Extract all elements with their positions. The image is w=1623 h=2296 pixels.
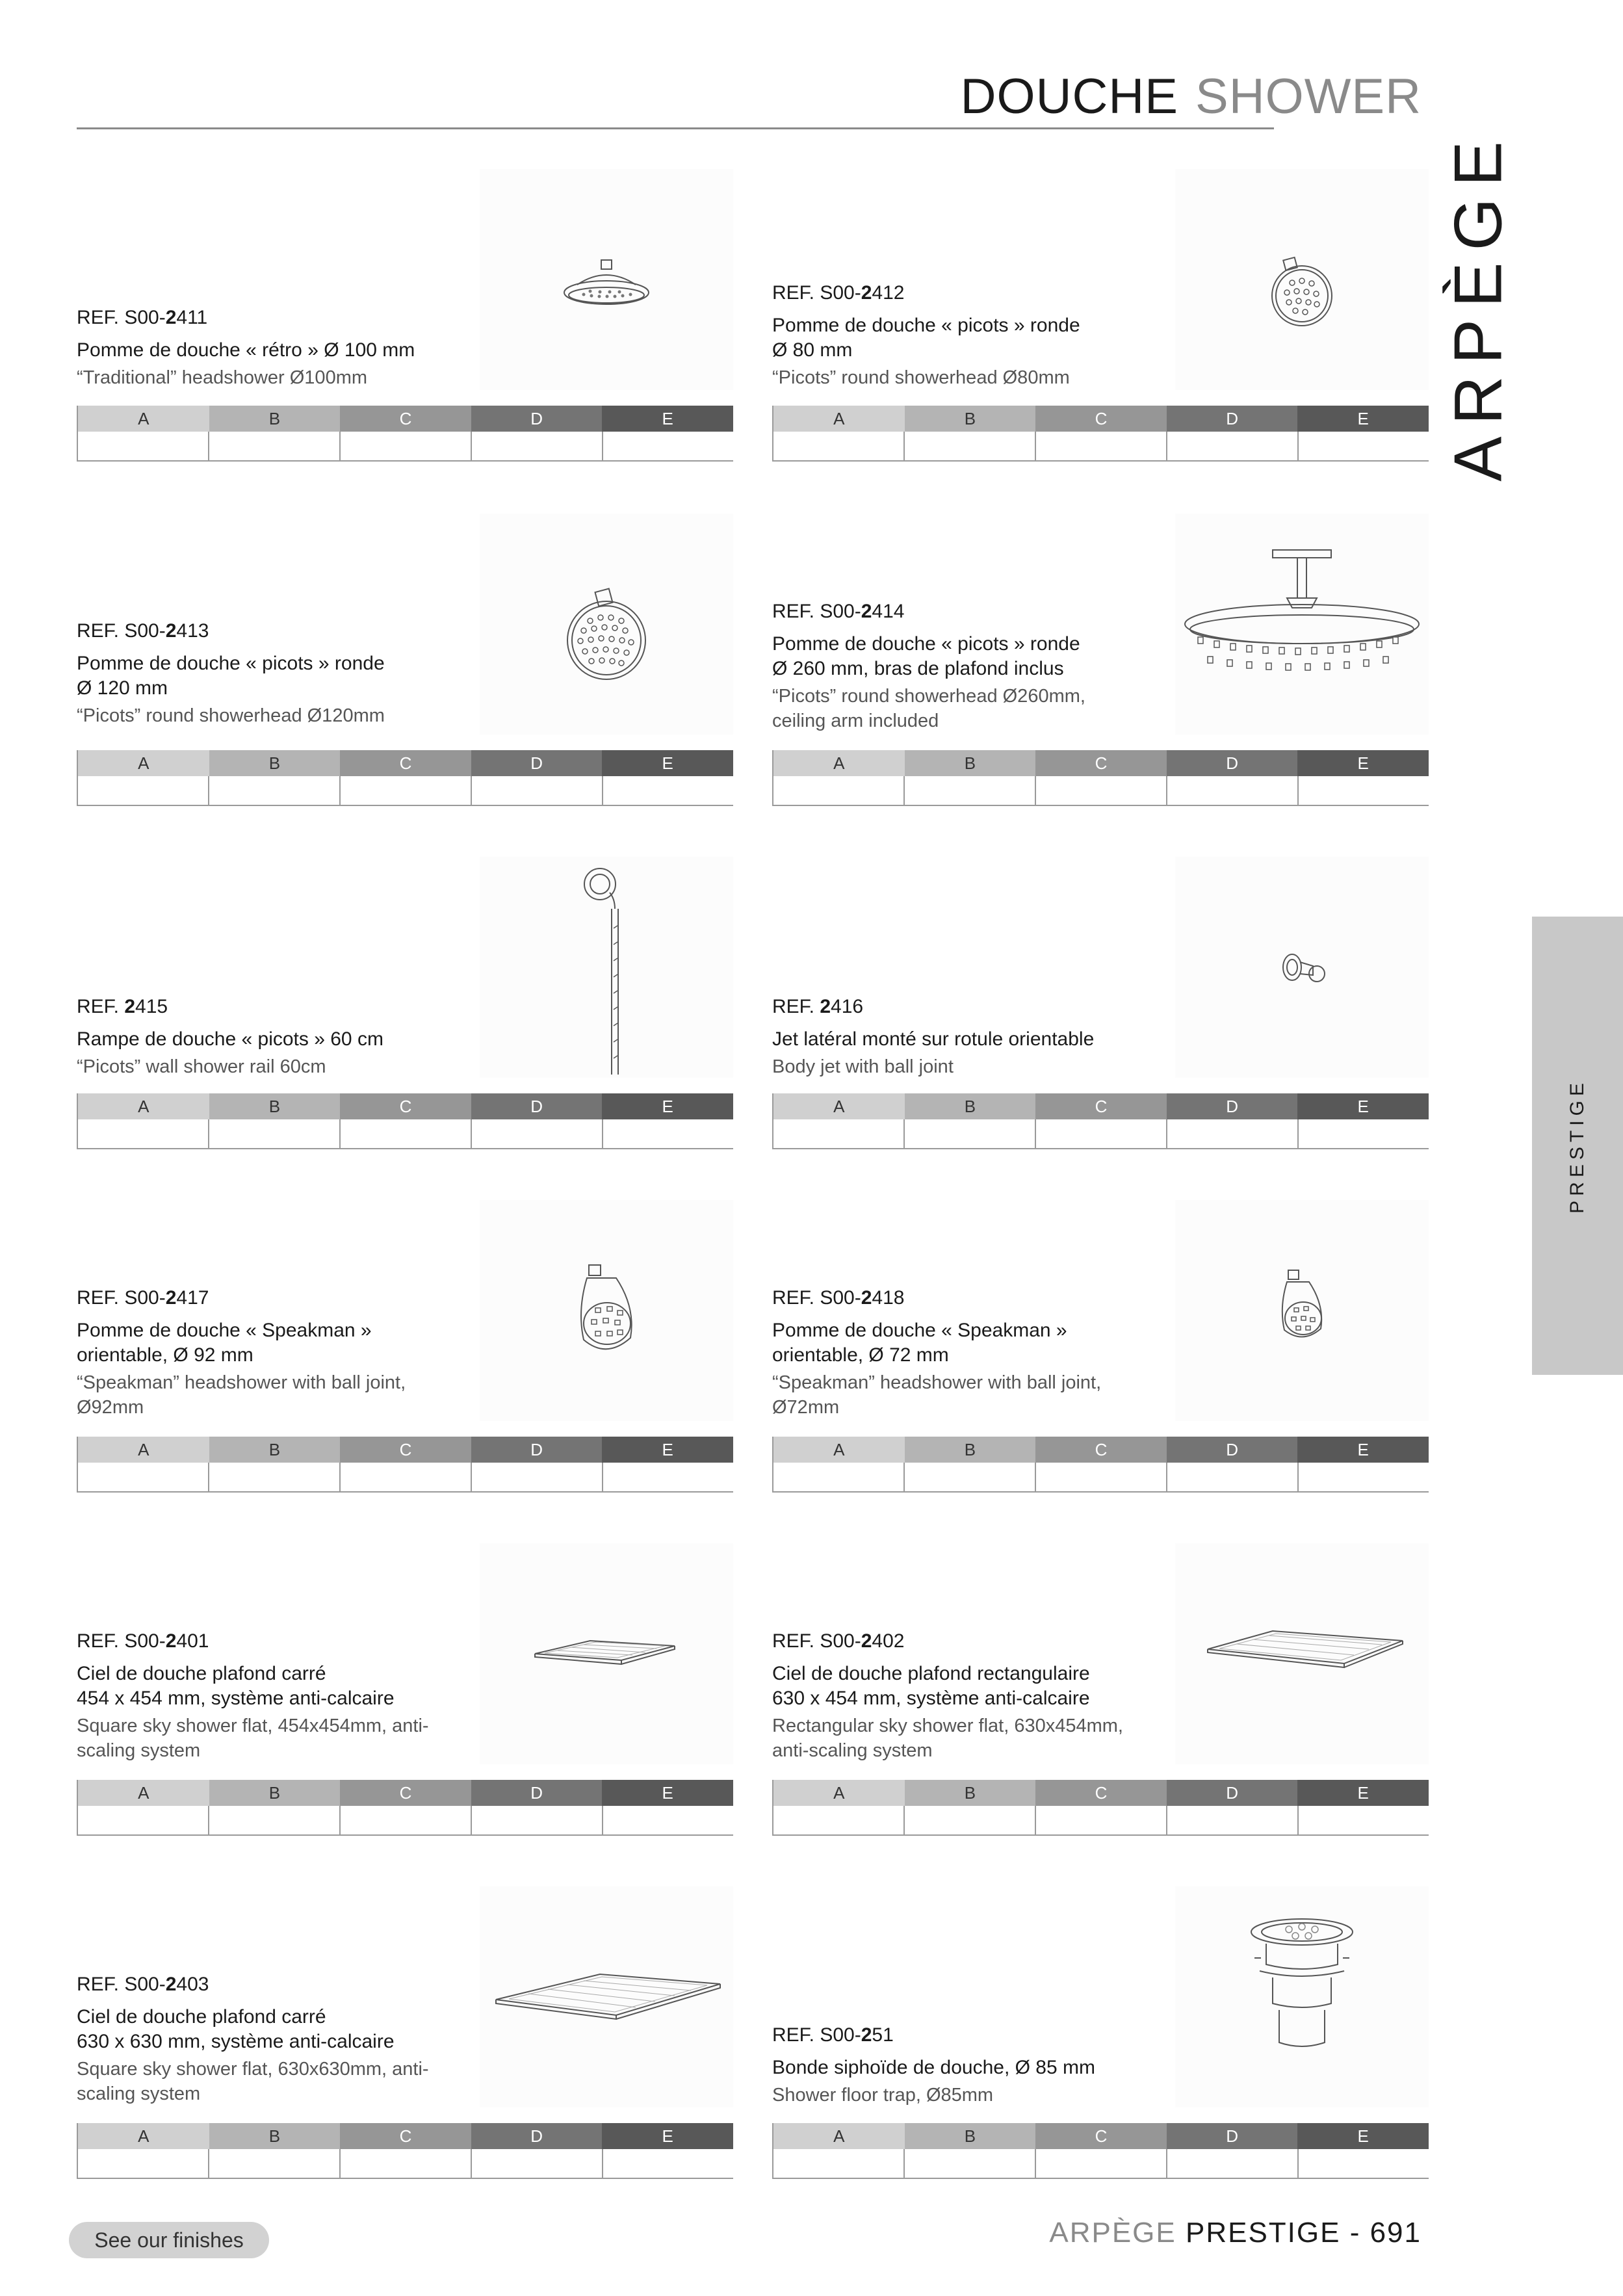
product-card — [772, 514, 1429, 839]
page-number: - 691 — [1349, 2217, 1422, 2249]
product-image — [1175, 857, 1429, 1078]
product-desc-en: “Traditional” headshower Ø100mm — [77, 367, 368, 388]
finish-a[interactable]: A — [773, 1093, 905, 1119]
finish-d[interactable]: D — [471, 406, 603, 432]
product-desc-fr: Bonde siphoïde de douche, Ø 85 mm — [772, 2057, 1095, 2078]
round-showerhead-icon — [480, 514, 733, 735]
finish-d[interactable]: D — [471, 750, 603, 776]
finish-d[interactable]: D — [1167, 2123, 1298, 2149]
product-ref: REF. S00-2413 — [77, 620, 209, 642]
finish-c[interactable]: C — [1035, 1093, 1167, 1119]
product-card — [77, 1200, 733, 1525]
product-ref: REF. 2416 — [772, 996, 864, 1017]
finish-table — [77, 1780, 733, 1836]
product-desc-en: Body jet with ball joint — [772, 1056, 954, 1077]
finish-b[interactable]: B — [905, 406, 1036, 432]
product-card — [772, 857, 1429, 1182]
see-finishes-button[interactable]: See our finishes — [69, 2222, 269, 2258]
finish-b[interactable]: B — [209, 406, 341, 432]
finish-e[interactable]: E — [602, 2123, 733, 2149]
finish-d[interactable]: D — [1167, 1437, 1298, 1463]
finish-table — [772, 1437, 1429, 1493]
product-ref: REF. S00-2411 — [77, 307, 208, 328]
finish-table — [772, 1093, 1429, 1149]
small-round-showerhead-icon — [1175, 169, 1429, 390]
finish-table — [77, 406, 733, 462]
product-card — [772, 1543, 1429, 1868]
finish-e[interactable]: E — [1297, 750, 1429, 776]
finish-d[interactable]: D — [471, 1780, 603, 1806]
finish-b[interactable]: B — [905, 1780, 1036, 1806]
product-desc-fr: Rampe de douche « picots » 60 cm — [77, 1028, 383, 1050]
header-title-en: SHOWER — [1195, 69, 1422, 124]
product-card — [77, 169, 733, 494]
large-square-sky-shower-icon — [480, 1886, 733, 2107]
product-ref: REF. S00-2402 — [772, 1630, 905, 1652]
product-desc-en: Square sky shower flat, 630x630mm, anti- scaling system — [77, 2059, 429, 2104]
product-desc-en: “Speakman” headshower with ball joint, Ø72mm — [772, 1372, 1102, 1418]
finish-d[interactable]: D — [1167, 406, 1298, 432]
finish-e[interactable]: E — [602, 406, 733, 432]
finish-c[interactable]: C — [340, 750, 471, 776]
product-desc-fr: Pomme de douche « Speakman » orientable, Ø 72 mm — [772, 1320, 1067, 1366]
product-desc-fr: Pomme de douche « rétro » Ø 100 mm — [77, 339, 415, 361]
finish-a[interactable]: A — [78, 1093, 209, 1119]
finish-a[interactable]: A — [78, 1780, 209, 1806]
finish-e[interactable]: E — [602, 1780, 733, 1806]
finish-table — [772, 1780, 1429, 1836]
rectangular-sky-shower-icon — [1175, 1543, 1429, 1764]
finish-b[interactable]: B — [209, 1437, 341, 1463]
product-card — [77, 857, 733, 1182]
finish-e[interactable]: E — [602, 1093, 733, 1119]
product-desc-en: “Speakman” headshower with ball joint, Ø92mm — [77, 1372, 406, 1418]
brand-label: ARPÈGE — [1440, 129, 1516, 482]
product-card — [772, 1200, 1429, 1525]
product-ref: REF. S00-2412 — [772, 282, 905, 304]
product-image — [1175, 1886, 1429, 2107]
product-image — [1175, 514, 1429, 735]
finish-b[interactable]: B — [209, 2123, 341, 2149]
floor-trap-icon — [1175, 1886, 1429, 2107]
product-card — [772, 169, 1429, 494]
finish-e[interactable]: E — [602, 1437, 733, 1463]
finish-b[interactable]: B — [905, 1437, 1036, 1463]
finish-a[interactable]: A — [773, 406, 905, 432]
finish-table — [772, 406, 1429, 462]
product-ref: REF. S00-2418 — [772, 1287, 905, 1309]
finish-e[interactable]: E — [1297, 1093, 1429, 1119]
finish-e[interactable]: E — [1297, 406, 1429, 432]
product-image — [1175, 1200, 1429, 1421]
finish-d[interactable]: D — [1167, 750, 1298, 776]
product-ref: REF. S00-2417 — [77, 1287, 209, 1309]
finish-a[interactable]: A — [773, 1780, 905, 1806]
finish-a[interactable]: A — [773, 750, 905, 776]
finish-c[interactable]: C — [1035, 750, 1167, 776]
finish-a[interactable]: A — [78, 406, 209, 432]
product-desc-fr: Jet latéral monté sur rotule orientable — [772, 1028, 1095, 1050]
product-card — [77, 1886, 733, 2211]
finish-e[interactable]: E — [1297, 2123, 1429, 2149]
shower-rail-icon — [480, 857, 733, 1078]
brand-vertical — [1440, 129, 1518, 482]
header-title-fr: DOUCHE — [960, 69, 1178, 124]
product-image — [480, 1886, 733, 2107]
finish-table — [772, 750, 1429, 806]
finish-a[interactable]: A — [78, 750, 209, 776]
finish-a[interactable]: A — [78, 2123, 209, 2149]
product-desc-fr: Pomme de douche « Speakman » orientable, Ø 92 mm — [77, 1320, 372, 1366]
product-card — [77, 1543, 733, 1868]
product-desc-fr: Pomme de douche « picots » ronde Ø 80 mm — [772, 315, 1080, 361]
finish-a[interactable]: A — [78, 1437, 209, 1463]
finish-d[interactable]: D — [1167, 1093, 1298, 1119]
finish-c[interactable]: C — [340, 1093, 471, 1119]
product-desc-en: “Picots” round showerhead Ø120mm — [77, 705, 385, 726]
finish-table — [77, 1437, 733, 1493]
product-ref: REF. S00-251 — [772, 2024, 894, 2046]
product-desc-en: “Picots” round showerhead Ø80mm — [772, 367, 1070, 388]
square-sky-shower-icon — [480, 1543, 733, 1764]
finish-c[interactable]: C — [340, 406, 471, 432]
retro-showerhead-icon — [480, 169, 733, 390]
finish-b[interactable]: B — [905, 1093, 1036, 1119]
finish-d[interactable]: D — [471, 2123, 603, 2149]
product-image — [1175, 1543, 1429, 1764]
product-image — [480, 1200, 733, 1421]
product-desc-fr: Ciel de douche plafond carré 630 x 630 mm, système anti-calcaire — [77, 2006, 395, 2052]
finish-c[interactable]: C — [1035, 2123, 1167, 2149]
header-rule — [77, 127, 1274, 129]
product-desc-en: Rectangular sky shower flat, 630x454mm, anti-scaling system — [772, 1715, 1123, 1761]
finish-c[interactable]: C — [1035, 1780, 1167, 1806]
product-card — [772, 1886, 1429, 2211]
page-header — [961, 68, 1422, 125]
product-image — [480, 514, 733, 735]
finish-b[interactable]: B — [209, 1780, 341, 1806]
product-ref: REF. 2415 — [77, 996, 168, 1017]
finish-c[interactable]: C — [340, 2123, 471, 2149]
product-ref: REF. S00-2401 — [77, 1630, 209, 1652]
product-desc-en: Shower floor trap, Ø85mm — [772, 2085, 994, 2106]
product-desc-en: “Picots” round showerhead Ø260mm, ceiling arm included — [772, 686, 1085, 731]
speakman-small-showerhead-icon — [1175, 1200, 1429, 1421]
product-image — [480, 857, 733, 1078]
finish-table — [772, 2123, 1429, 2179]
body-jet-icon — [1175, 857, 1429, 1078]
product-desc-fr: Pomme de douche « picots » ronde Ø 120 mm — [77, 653, 385, 699]
finish-b[interactable]: B — [209, 1093, 341, 1119]
product-desc-en: “Picots” wall shower rail 60cm — [77, 1056, 326, 1077]
speakman-showerhead-icon — [480, 1200, 733, 1421]
finish-d[interactable]: D — [1167, 1780, 1298, 1806]
product-image — [1175, 169, 1429, 390]
finish-b[interactable]: B — [905, 2123, 1036, 2149]
finish-c[interactable]: C — [340, 1437, 471, 1463]
ceiling-showerhead-icon — [1175, 514, 1429, 735]
finish-e[interactable]: E — [602, 750, 733, 776]
product-image — [480, 169, 733, 390]
finish-table — [77, 750, 733, 806]
footer-brand: ARPÈGE — [1049, 2217, 1176, 2249]
finish-b[interactable]: B — [905, 750, 1036, 776]
collection-side-tab[interactable] — [1532, 917, 1623, 1375]
finish-c[interactable]: C — [1035, 406, 1167, 432]
finish-d[interactable]: D — [471, 1093, 603, 1119]
product-desc-en: Square sky shower flat, 454x454mm, anti- scaling system — [77, 1715, 429, 1761]
finish-a[interactable]: A — [773, 2123, 905, 2149]
finish-d[interactable]: D — [471, 1437, 603, 1463]
product-desc-fr: Ciel de douche plafond rectangulaire 630 x 454 mm, système anti-calcaire — [772, 1663, 1090, 1709]
product-desc-fr: Ciel de douche plafond carré 454 x 454 mm, système anti-calcaire — [77, 1663, 395, 1709]
finish-table — [77, 2123, 733, 2179]
page-footer — [1049, 2217, 1422, 2249]
finish-c[interactable]: C — [1035, 1437, 1167, 1463]
product-image — [480, 1543, 733, 1764]
product-ref: REF. S00-2414 — [772, 601, 905, 622]
side-tab-label: PRESTIGE — [1566, 1078, 1588, 1214]
finish-c[interactable]: C — [340, 1780, 471, 1806]
product-card — [77, 514, 733, 839]
product-desc-fr: Pomme de douche « picots » ronde Ø 260 mm, bras de plafond inclus — [772, 633, 1080, 679]
footer-collection: PRESTIGE — [1185, 2217, 1341, 2249]
finish-table — [77, 1093, 733, 1149]
finish-b[interactable]: B — [209, 750, 341, 776]
finish-e[interactable]: E — [1297, 1437, 1429, 1463]
finish-a[interactable]: A — [773, 1437, 905, 1463]
finish-e[interactable]: E — [1297, 1780, 1429, 1806]
product-ref: REF. S00-2403 — [77, 1974, 209, 1995]
